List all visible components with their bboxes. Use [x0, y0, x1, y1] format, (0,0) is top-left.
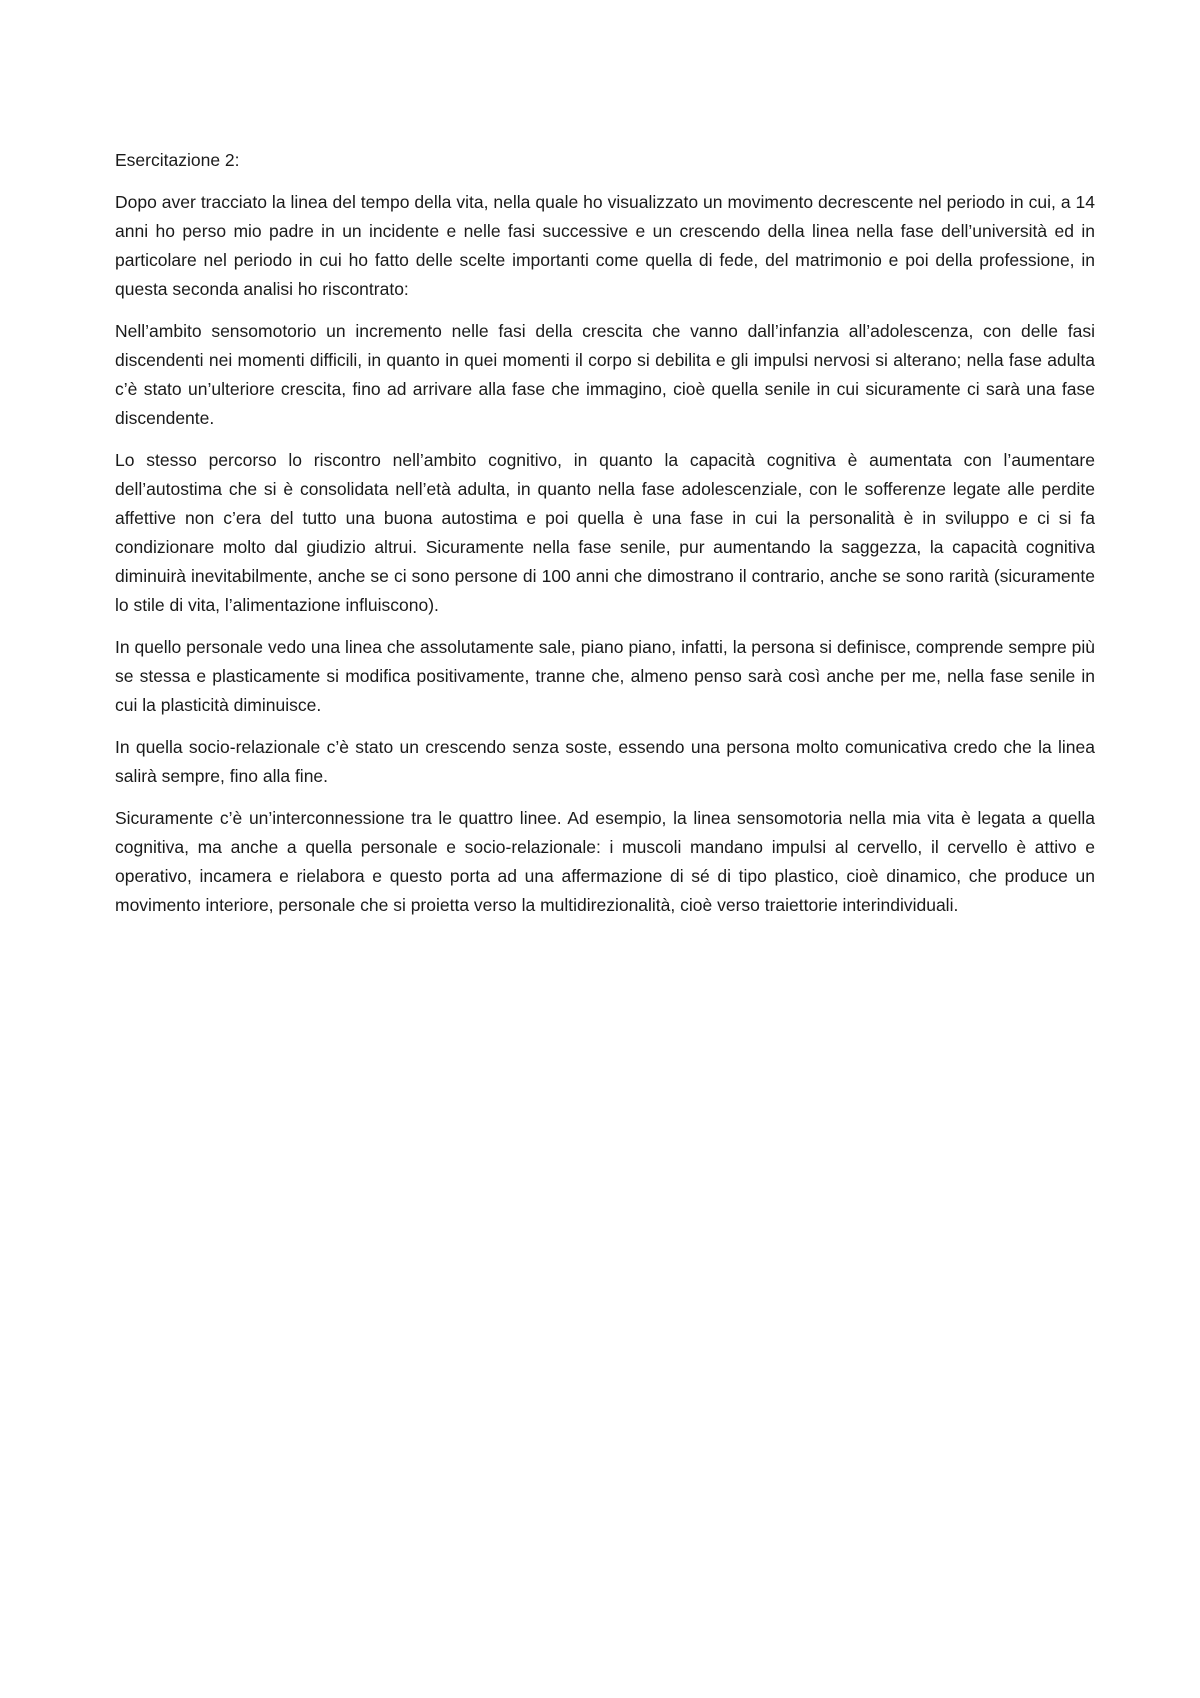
document-body: [115, 146, 1095, 933]
paragraph-cognitivo: Lo stesso percorso lo riscontro nell’ambito cognitivo, in quanto la capacità cognitiva è aumentata con l’aumentare dell’autostima che si è consolidata nell’età adulta, in quanto nella fase adolescenziale, con le sofferenze legate alle perdite affettive non c’era del tutto una buona autostima e poi quella è una fase in cui la personalità è in sviluppo e ci si fa condizionare molto dal giudizio altrui. Sicuramente nella fase senile, pur aumentando la saggezza, la capacità cognitiva diminuirà inevitabilmente, anche se ci sono persone di 100 anni che dimostrano il contrario, anche se sono rarità (sicuramente lo stile di vita, l’alimentazione influiscono).: [115, 450, 1095, 615]
paragraph-socio-relazionale: In quella socio-relazionale c’è stato un crescendo senza soste, essendo una persona molto comunicativa credo che la linea salirà sempre, fino alla fine.: [115, 737, 1095, 786]
paragraph-intro: Dopo aver tracciato la linea del tempo della vita, nella quale ho visualizzato un movimento decrescente nel periodo in cui, a 14 anni ho perso mio padre in un incidente e nelle fasi successive e un crescendo della linea nella fase dell’università ed in particolare nel periodo in cui ho fatto delle scelte importanti come quella di fede, del matrimonio e poi della professione, in questa seconda analisi ho riscontrato:: [115, 192, 1095, 299]
paragraph-interconnessione: Sicuramente c’è un’interconnessione tra le quattro linee. Ad esempio, la linea sensomotoria nella mia vita è legata a quella cognitiva, ma anche a quella personale e socio-relazionale: i muscoli mandano impulsi al cervello, il cervello è attivo e operativo, incamera e rielabora e questo porta ad una affermazione di sé di tipo plastico, cioè dinamico, che produce un movimento interiore, personale che si proietta verso la multidirezionalità, cioè verso traiettorie interindividuali.: [115, 808, 1095, 915]
paragraph-sensomotorio: Nell’ambito sensomotorio un incremento nelle fasi della crescita che vanno dall’infanzia all’adolescenza, con delle fasi discendenti nei momenti difficili, in quanto in quei momenti il corpo si debilita e gli impulsi nervosi si alterano; nella fase adulta c’è stato un’ulteriore crescita, fino ad arrivare alla fase che immagino, cioè quella senile in cui sicuramente ci sarà una fase discendente.: [115, 321, 1095, 428]
document-heading: Esercitazione 2:: [115, 150, 240, 170]
paragraph-personale: In quello personale vedo una linea che assolutamente sale, piano piano, infatti, la persona si definisce, comprende sempre più se stessa e plasticamente si modifica positivamente, tranne che, almeno penso sarà così anche per me, nella fase senile in cui la plasticità diminuisce.: [115, 637, 1095, 715]
